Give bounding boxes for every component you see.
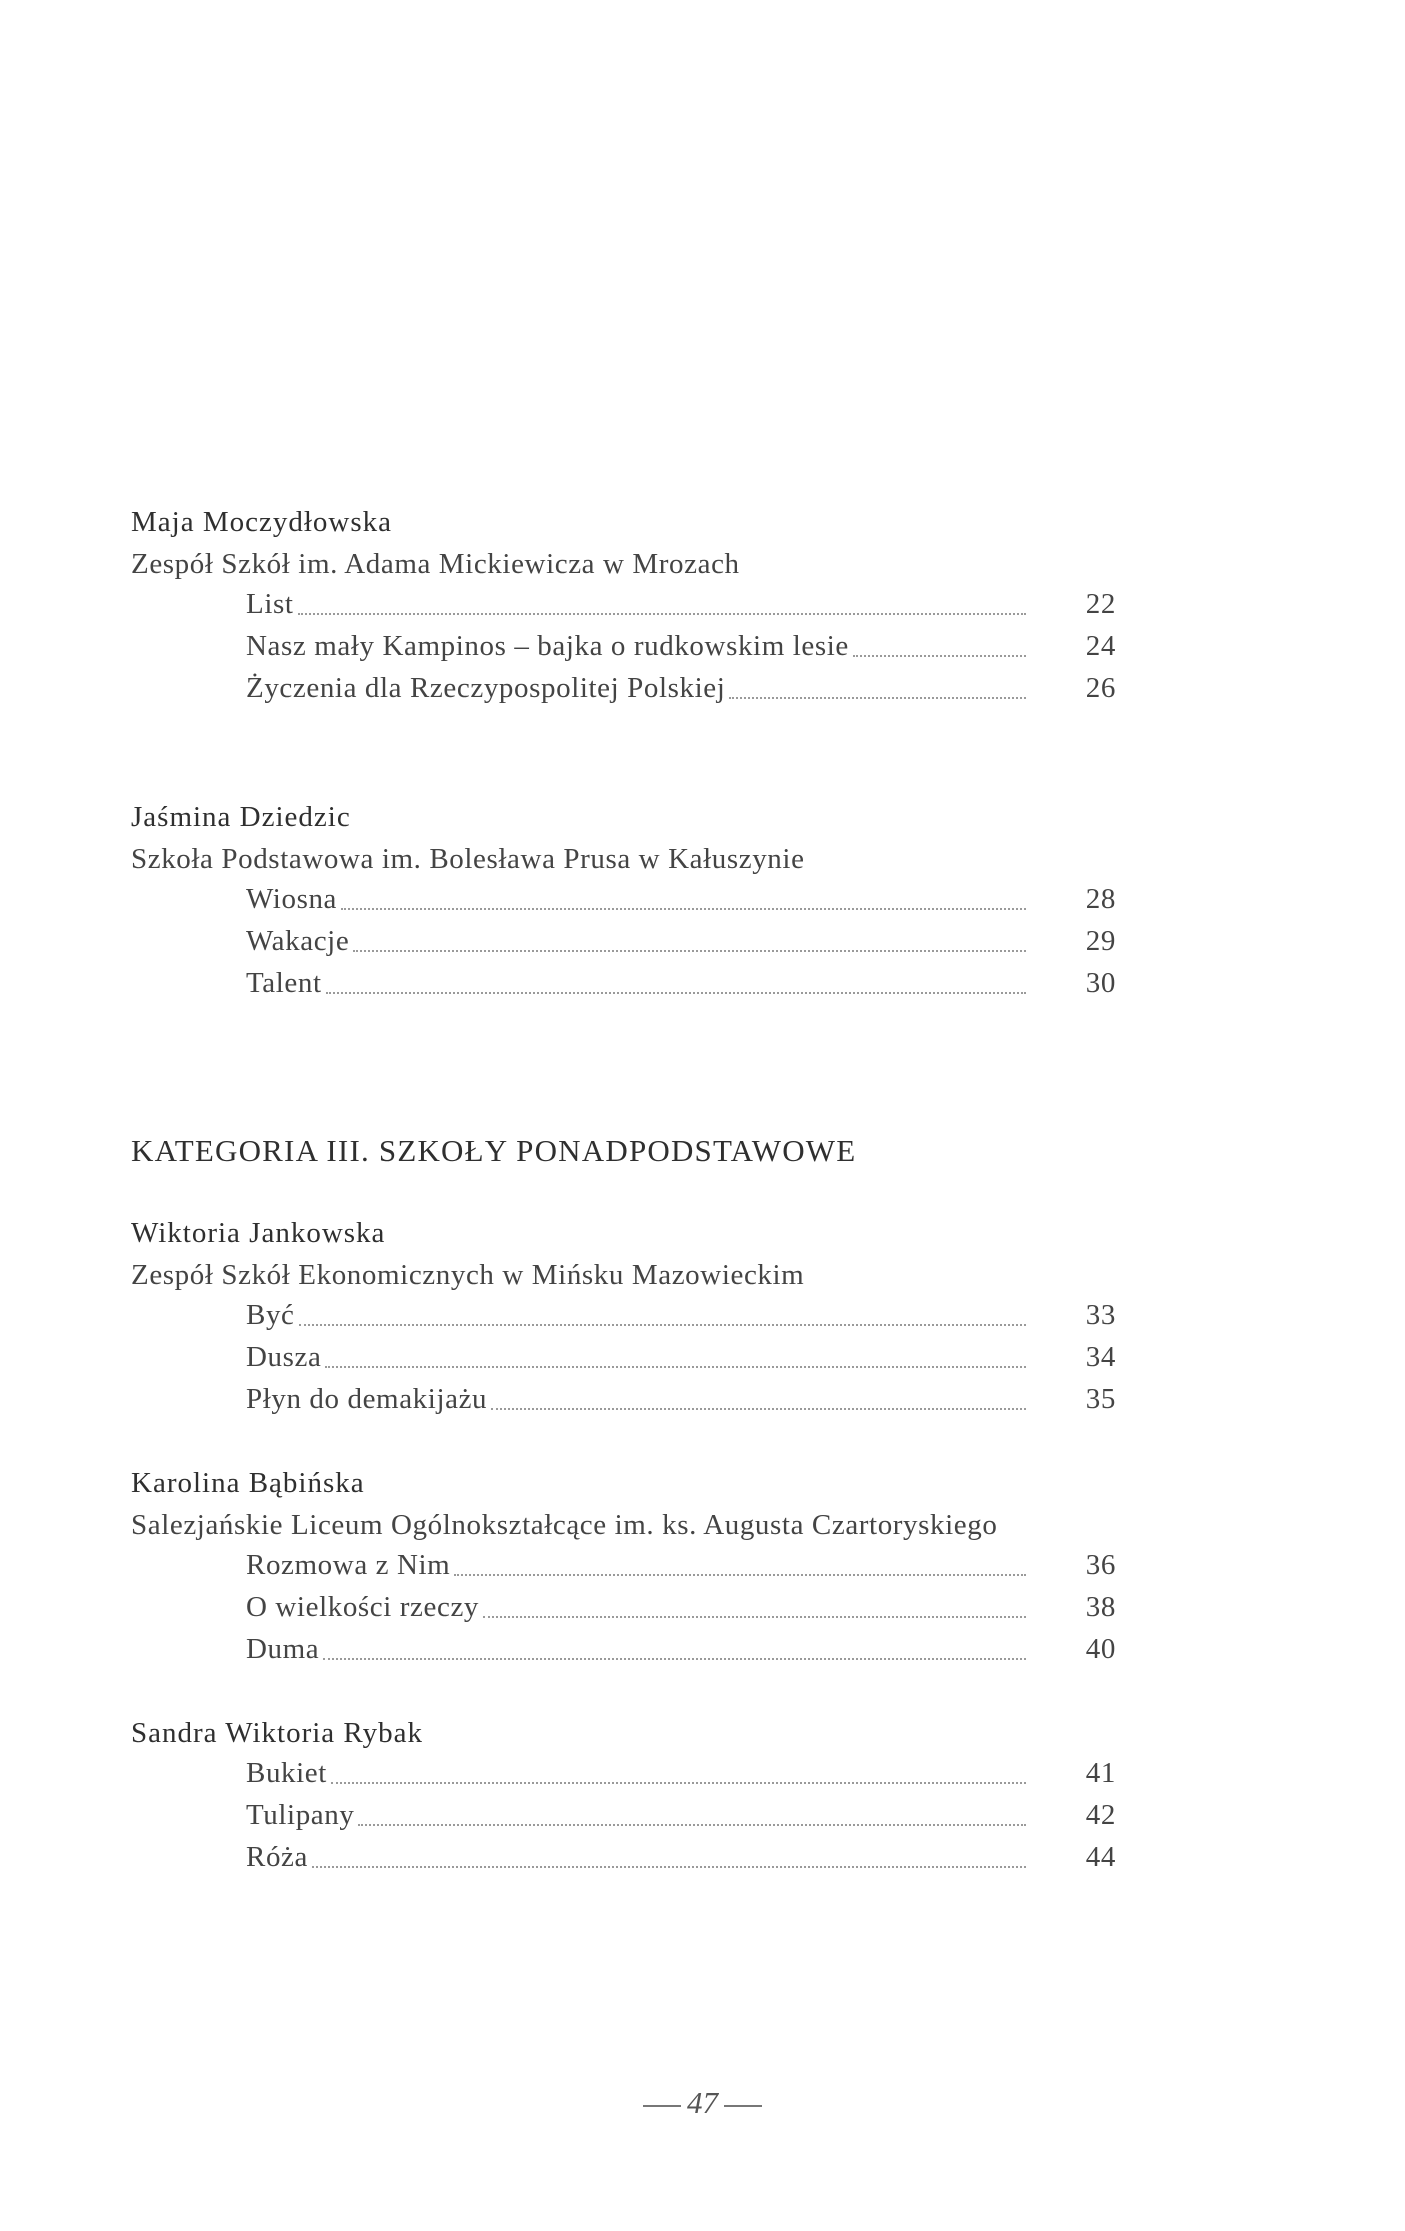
entry-page: 22 xyxy=(1085,588,1116,620)
entry-title: Bukiet xyxy=(246,1757,327,1789)
entry-title: Tulipany xyxy=(246,1799,355,1831)
dot-leader xyxy=(341,908,1026,910)
entry-title: Rozmowa z Nim xyxy=(246,1549,451,1581)
dot-leader xyxy=(331,1782,1026,1784)
entry-title: Wiosna xyxy=(246,883,338,915)
dot-leader xyxy=(483,1616,1026,1618)
entry-title: Róża xyxy=(246,1841,308,1873)
toc-entry[interactable] xyxy=(246,1296,1116,1336)
dot-leader xyxy=(326,992,1026,994)
toc-entry[interactable] xyxy=(246,1796,1116,1836)
author-name: Sandra Wiktoria Rybak xyxy=(131,1717,423,1749)
entry-title: Nasz mały Kampinos – bajka o rudkowskim lesie xyxy=(246,630,849,662)
author-name: Jaśmina Dziedzic xyxy=(131,801,351,833)
entry-title: List xyxy=(246,588,294,620)
dot-leader xyxy=(325,1366,1026,1368)
dot-leader xyxy=(323,1658,1026,1660)
dot-leader xyxy=(298,613,1026,615)
toc-entry[interactable] xyxy=(246,627,1116,667)
entry-page: 42 xyxy=(1085,1799,1116,1831)
entry-page: 28 xyxy=(1085,883,1116,915)
entry-page: 34 xyxy=(1085,1341,1116,1373)
entry-page: 30 xyxy=(1085,967,1116,999)
toc-entry[interactable] xyxy=(246,1380,1116,1420)
entry-title: Duma xyxy=(246,1633,320,1665)
entry-page: 35 xyxy=(1085,1383,1116,1415)
toc-entry[interactable] xyxy=(246,1630,1116,1670)
entry-page: 38 xyxy=(1085,1591,1116,1623)
entry-title: Życzenia dla Rzeczypospolitej Polskiej xyxy=(246,672,726,704)
entry-page: 24 xyxy=(1085,630,1116,662)
toc-entry[interactable] xyxy=(246,1546,1116,1586)
dot-leader xyxy=(853,655,1026,657)
entry-title: O wielkości rzeczy xyxy=(246,1591,480,1623)
school-name: Zespół Szkół im. Adama Mickiewicza w Mrozach xyxy=(131,548,740,580)
entry-page: 40 xyxy=(1085,1633,1116,1665)
entry-page: 41 xyxy=(1085,1757,1116,1789)
entry-page: 44 xyxy=(1085,1841,1116,1873)
author-name: Karolina Bąbińska xyxy=(131,1467,365,1499)
dot-leader xyxy=(729,697,1026,699)
dot-leader xyxy=(312,1866,1026,1868)
page-number-value: 47 xyxy=(687,2085,718,2120)
entry-page: 29 xyxy=(1085,925,1116,957)
school-name: Salezjańskie Liceum Ogólnokształcące im. ks. Augusta Czartoryskiego xyxy=(131,1509,998,1541)
page-number xyxy=(0,2085,1405,2121)
toc-entry[interactable] xyxy=(246,964,1116,1004)
toc-entry[interactable] xyxy=(246,585,1116,625)
toc-entry[interactable] xyxy=(246,922,1116,962)
toc-entry[interactable] xyxy=(246,1588,1116,1628)
entry-page: 33 xyxy=(1085,1299,1116,1331)
entry-title: Dusza xyxy=(246,1341,322,1373)
dot-leader xyxy=(299,1324,1026,1326)
entry-title: Być xyxy=(246,1299,295,1331)
dot-leader xyxy=(491,1408,1026,1410)
entry-title: Wakacje xyxy=(246,925,350,957)
toc-entry[interactable] xyxy=(246,1838,1116,1878)
toc-entry[interactable] xyxy=(246,1754,1116,1794)
toc-entry[interactable] xyxy=(246,1338,1116,1378)
entry-page: 36 xyxy=(1085,1549,1116,1581)
dot-leader xyxy=(358,1824,1026,1826)
toc-entry[interactable] xyxy=(246,880,1116,920)
school-name: Zespół Szkół Ekonomicznych w Mińsku Mazowieckim xyxy=(131,1259,805,1291)
dash-right xyxy=(724,2105,762,2107)
author-name: Maja Moczydłowska xyxy=(131,506,393,538)
dash-left xyxy=(643,2105,681,2107)
entry-title: Talent xyxy=(246,967,322,999)
dot-leader xyxy=(454,1574,1026,1576)
category-heading: KATEGORIA III. SZKOŁY PONADPODSTAWOWE xyxy=(131,1133,857,1168)
author-name: Wiktoria Jankowska xyxy=(131,1217,386,1249)
toc-entry[interactable] xyxy=(246,669,1116,709)
entry-page: 26 xyxy=(1085,672,1116,704)
dot-leader xyxy=(353,950,1026,952)
entry-title: Płyn do demakijażu xyxy=(246,1383,488,1415)
school-name: Szkoła Podstawowa im. Bolesława Prusa w Kałuszynie xyxy=(131,843,805,875)
